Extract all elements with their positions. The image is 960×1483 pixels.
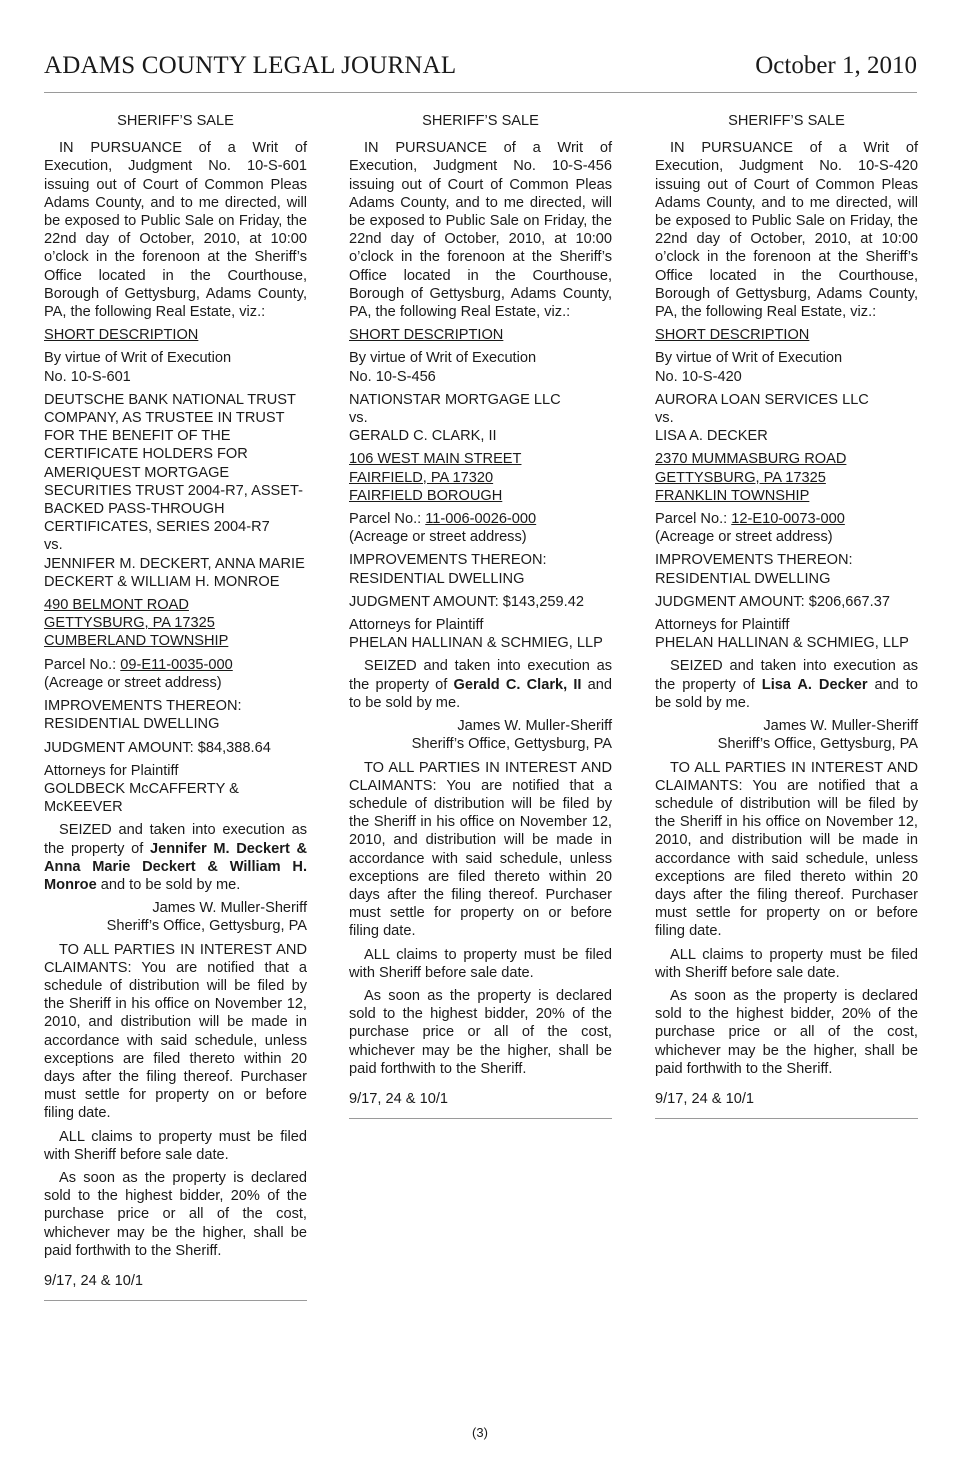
sheriff-office: Sheriff’s Office, Gettysburg, PA	[717, 736, 918, 753]
plaintiff: NATIONSTAR MORTGAGE LLC	[349, 391, 561, 408]
judgment-amount: JUDGMENT AMOUNT: $143,259.42	[349, 593, 584, 610]
defendant: GERALD C. CLARK, II	[349, 428, 497, 445]
seized-text-end: and to be sold by me.	[655, 676, 918, 711]
sheriff-office: Sheriff’s Office, Gettysburg, PA	[411, 736, 612, 753]
notice-intro: IN PURSUANCE of a Writ of Execution, Judgment No. 10-S-456 issuing out of Court of Common Pleas Adams County, and to me directed, will be exposed to Public Sale on Friday, the 22nd day of October, 2010, at 10:00 o’clock in the forenoon at the Sheriff’s Office located in the Courthouse, Borough of Gettysburg, Adams County, PA, the following Real Estate, viz.:	[349, 140, 612, 321]
sheriff-signature	[349, 717, 612, 753]
notice-divider	[655, 1118, 918, 1119]
sheriff-name: James W. Muller-Sheriff	[152, 900, 307, 917]
sheriff-sale-notice	[44, 112, 307, 1301]
case-parties	[44, 391, 307, 591]
attorneys-label: Attorneys for Plaintiff	[349, 617, 484, 634]
address-street: 490 BELMONT ROAD	[44, 597, 189, 614]
improvements-value: RESIDENTIAL DWELLING	[349, 570, 525, 587]
writ-reference	[655, 349, 918, 385]
sheriff-office: Sheriff’s Office, Gettysburg, PA	[106, 918, 307, 935]
issue-date: October 1, 2010	[755, 52, 917, 79]
journal-title: ADAMS COUNTY LEGAL JOURNAL	[44, 52, 457, 79]
writ-line: By virtue of Writ of Execution	[44, 350, 232, 367]
writ-line: By virtue of Writ of Execution	[349, 350, 537, 367]
parcel-label: Parcel No.:	[44, 656, 121, 673]
address-municipality: FAIRFIELD BOROUGH	[349, 487, 503, 504]
parcel-number: 12-E10-0073-000	[731, 511, 845, 528]
seized-statement	[44, 821, 307, 894]
seized-text-end: and to be sold by me.	[96, 876, 241, 893]
distribution-notice: TO ALL PARTIES IN INTEREST AND CLAIMANTS: You are notified that a schedule of distribution will be filed by the Sheriff in his office on November 12, 2010, and distribution will be made in accordance with said schedule, unless exceptions are filed thereto within 20 days after the filing thereof. Purchaser must settle for property on or before filing date.	[349, 759, 612, 940]
acreage-note: (Acreage or street address)	[44, 674, 222, 691]
property-owner: Lisa A. Decker	[761, 676, 868, 693]
writ-reference	[349, 349, 612, 385]
claims-notice: ALL claims to property must be filed with Sheriff before sale date.	[44, 1128, 307, 1163]
seized-statement	[349, 657, 612, 712]
notice-intro: IN PURSUANCE of a Writ of Execution, Judgment No. 10-S-601 issuing out of Court of Common Pleas Adams County, and to me directed, will be exposed to Public Sale on Friday, the 22nd day of October, 2010, at 10:00 o’clock in the forenoon at the Sheriff’s Office located in the Courthouse, Borough of Gettysburg, Adams County, PA, the following Real Estate, viz.:	[44, 140, 307, 321]
notice-divider	[44, 1300, 307, 1301]
improvements-label: IMPROVEMENTS THEREON:	[44, 698, 242, 715]
parcel-line	[349, 510, 612, 528]
writ-number: No. 10-S-601	[44, 368, 131, 385]
improvements	[655, 551, 918, 587]
property-owner: Jennifer M. Deckert & Anna Marie Deckert & William H. Monroe	[44, 840, 307, 893]
distribution-notice: TO ALL PARTIES IN INTEREST AND CLAIMANTS: You are notified that a schedule of distribution will be filed by the Sheriff in his office on November 12, 2010, and distribution will be made in accordance with said schedule, unless exceptions are filed thereto within 20 days after the filing thereof. Purchaser must settle for property on or before filing date.	[44, 941, 307, 1122]
attorneys	[349, 616, 612, 652]
attorneys	[655, 616, 918, 652]
versus: vs.	[655, 410, 674, 427]
address-municipality: CUMBERLAND TOWNSHIP	[44, 633, 229, 650]
claims-notice: ALL claims to property must be filed with Sheriff before sale date.	[349, 946, 612, 981]
improvements-value: RESIDENTIAL DWELLING	[655, 570, 831, 587]
improvements	[44, 697, 307, 733]
writ-reference	[44, 349, 307, 385]
parcel-label: Parcel No.:	[655, 511, 732, 528]
seized-text: SEIZED and taken into execution as the property of	[349, 658, 612, 693]
address-municipality: FRANKLIN TOWNSHIP	[655, 487, 810, 504]
payment-notice: As soon as the property is declared sold to the highest bidder, 20% of the purchase price or all of the cost, whichever may be the higher, shall be paid forthwith to the Sheriff.	[44, 1169, 307, 1259]
writ-number: No. 10-S-456	[349, 368, 436, 385]
payment-notice: As soon as the property is declared sold to the highest bidder, 20% of the purchase price or all of the cost, whichever may be the higher, shall be paid forthwith to the Sheriff.	[655, 987, 918, 1077]
parcel-number: 11-006-0026-000	[425, 511, 537, 528]
defendant: JENNIFER M. DECKERT, ANNA MARIE DECKERT & WILLIAM H. MONROE	[44, 555, 305, 590]
publication-dates: 9/17, 24 & 10/1	[349, 1090, 448, 1107]
improvements-label: IMPROVEMENTS THEREON:	[349, 552, 547, 569]
attorneys-name: PHELAN HALLINAN & SCHMIEG, LLP	[349, 635, 603, 652]
publication-dates: 9/17, 24 & 10/1	[44, 1272, 143, 1289]
notice-heading: SHERIFF’S SALE	[728, 113, 845, 129]
improvements-label: IMPROVEMENTS THEREON:	[655, 552, 853, 569]
claims-notice: ALL claims to property must be filed with Sheriff before sale date.	[655, 946, 918, 981]
improvements-value: RESIDENTIAL DWELLING	[44, 716, 220, 733]
page-header	[44, 50, 917, 93]
address-city: GETTYSBURG, PA 17325	[44, 615, 215, 632]
seized-statement	[655, 657, 918, 712]
parcel-info	[655, 510, 918, 546]
attorneys-name: PHELAN HALLINAN & SCHMIEG, LLP	[655, 635, 909, 652]
improvements	[349, 551, 612, 587]
notice-heading: SHERIFF’S SALE	[422, 113, 539, 129]
parcel-info	[349, 510, 612, 546]
sheriff-name: James W. Muller-Sheriff	[763, 718, 918, 735]
case-parties	[349, 391, 612, 446]
versus: vs.	[44, 537, 63, 554]
judgment-amount: JUDGMENT AMOUNT: $206,667.37	[655, 593, 890, 610]
seized-text-end: and to be sold by me.	[349, 676, 612, 711]
sheriff-sale-notice	[655, 112, 918, 1119]
parcel-number: 09-E11-0035-000	[120, 656, 233, 673]
address-city: FAIRFIELD, PA 17320	[349, 469, 494, 486]
versus: vs.	[349, 410, 368, 427]
plaintiff: AURORA LOAN SERVICES LLC	[655, 391, 869, 408]
attorneys-label: Attorneys for Plaintiff	[44, 762, 179, 779]
writ-line: By virtue of Writ of Execution	[655, 350, 843, 367]
notice-divider	[349, 1118, 612, 1119]
judgment-amount: JUDGMENT AMOUNT: $84,388.64	[44, 739, 271, 756]
short-description-label: SHORT DESCRIPTION	[44, 327, 199, 344]
address-street: 106 WEST MAIN STREET	[349, 451, 522, 468]
writ-number: No. 10-S-420	[655, 368, 742, 385]
parcel-info	[44, 656, 307, 692]
defendant: LISA A. DECKER	[655, 428, 768, 445]
attorneys-label: Attorneys for Plaintiff	[655, 617, 790, 634]
short-description-label: SHORT DESCRIPTION	[655, 327, 810, 344]
property-address	[44, 596, 307, 651]
property-address	[349, 450, 612, 505]
attorneys-name: GOLDBECK McCAFFERTY & McKEEVER	[44, 780, 239, 816]
seized-text: SEIZED and taken into execution as the property of	[44, 822, 307, 857]
address-street: 2370 MUMMASBURG ROAD	[655, 451, 847, 468]
page-number: (3)	[472, 1425, 488, 1440]
sheriff-sale-notice	[349, 112, 612, 1119]
attorneys	[44, 762, 307, 817]
parcel-label: Parcel No.:	[349, 511, 426, 528]
case-parties	[655, 391, 918, 446]
property-owner: Gerald C. Clark, II	[453, 676, 582, 693]
sheriff-name: James W. Muller-Sheriff	[457, 718, 612, 735]
parcel-line	[655, 510, 918, 528]
acreage-note: (Acreage or street address)	[349, 529, 527, 546]
parcel-line	[44, 656, 307, 674]
acreage-note: (Acreage or street address)	[655, 529, 833, 546]
distribution-notice: TO ALL PARTIES IN INTEREST AND CLAIMANTS: You are notified that a schedule of distribution will be filed by the Sheriff in his office on November 12, 2010, and distribution will be made in accordance with said schedule, unless exceptions are filed thereto within 20 days after the filing thereof. Purchaser must settle for property on or before filing date.	[655, 759, 918, 940]
short-description-label: SHORT DESCRIPTION	[349, 327, 504, 344]
property-address	[655, 450, 918, 505]
notice-heading: SHERIFF’S SALE	[117, 113, 234, 129]
notice-intro: IN PURSUANCE of a Writ of Execution, Judgment No. 10-S-420 issuing out of Court of Common Pleas Adams County, and to me directed, will be exposed to Public Sale on Friday, the 22nd day of October, 2010, at 10:00 o’clock in the forenoon at the Sheriff’s Office located in the Courthouse, Borough of Gettysburg, Adams County, PA, the following Real Estate, viz.:	[655, 140, 918, 321]
seized-text: SEIZED and taken into execution as the property of	[655, 658, 918, 693]
address-city: GETTYSBURG, PA 17325	[655, 469, 826, 486]
sheriff-signature	[655, 717, 918, 753]
payment-notice: As soon as the property is declared sold to the highest bidder, 20% of the purchase price or all of the cost, whichever may be the higher, shall be paid forthwith to the Sheriff.	[349, 987, 612, 1077]
plaintiff: DEUTSCHE BANK NATIONAL TRUST COMPANY, AS TRUSTEE IN TRUST FOR THE BENEFIT OF THE CERTIFICATE HOLDERS FOR AMERIQUEST MORTGAGE SECURITIES TRUST 2004-R7, ASSET-BACKED PASS-THROUGH CERTIFICATES, SERIES 2004-R7	[44, 391, 303, 536]
sheriff-signature	[44, 899, 307, 935]
publication-dates: 9/17, 24 & 10/1	[655, 1090, 754, 1107]
